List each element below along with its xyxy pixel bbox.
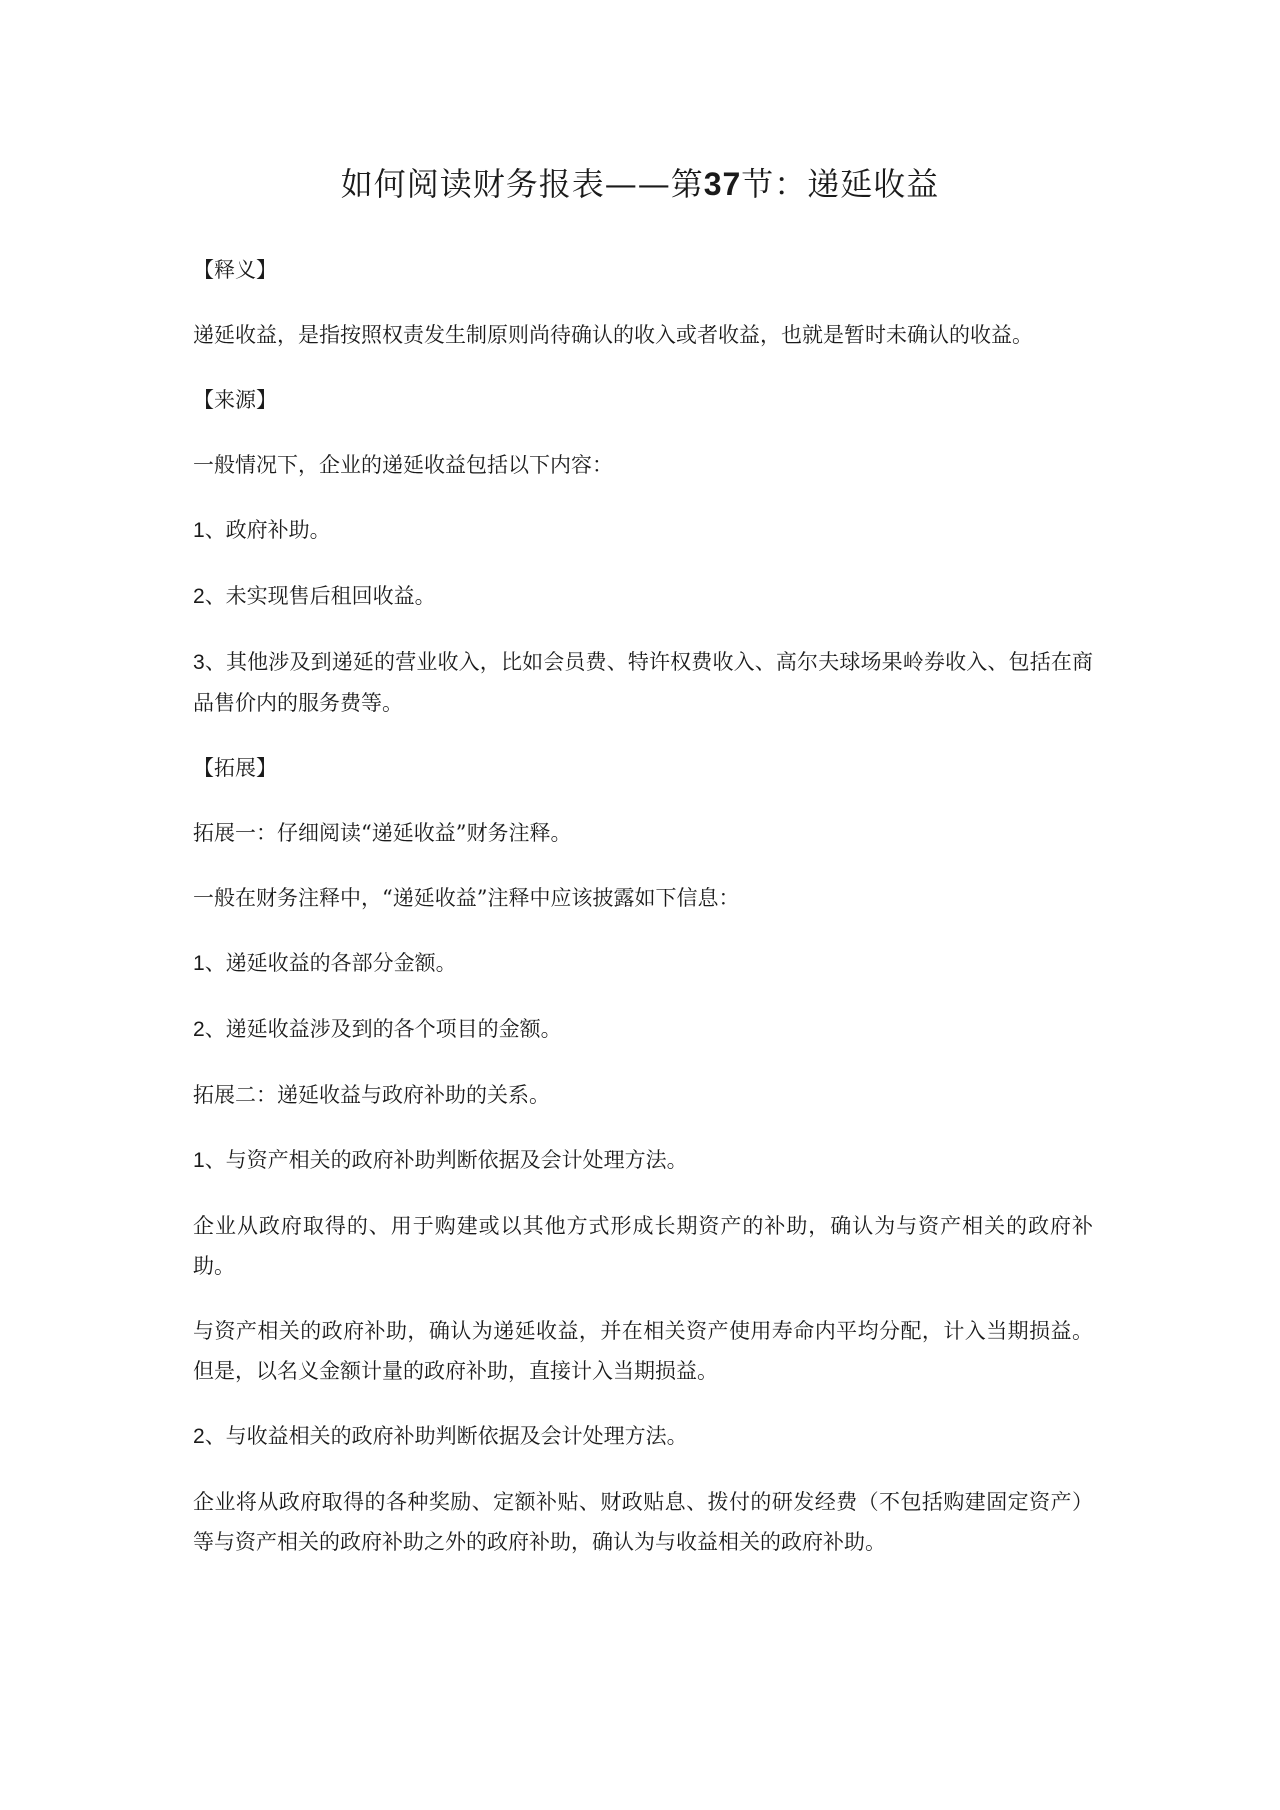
paragraph (193, 1482, 1093, 1562)
paragraph-text: 递延收益，是指按照权责发生制原则尚待确认的收入或者收益，也就是暂时未确认的收益。 (193, 323, 1033, 347)
title-prefix: 如何阅读财务报表——第 (340, 165, 704, 203)
list-number: 1 (193, 1149, 205, 1172)
list-number: 3 (193, 651, 205, 674)
paragraph (193, 1416, 1093, 1457)
paragraph (193, 642, 1093, 723)
document-title (0, 162, 1280, 206)
paragraph (193, 748, 1093, 788)
list-number: 1 (193, 519, 205, 542)
paragraph (193, 1009, 1093, 1050)
paragraph (193, 1140, 1093, 1181)
paragraph (193, 315, 1093, 355)
paragraph-text: 、政府补助。 (204, 518, 331, 542)
paragraph-text: 【释义】 (193, 258, 277, 282)
paragraph (193, 813, 1093, 853)
paragraph (193, 445, 1093, 485)
paragraph-text: 企业从政府取得的、用于购建或以其他方式形成长期资产的补助，确认为与资产相关的政府补助。 (193, 1214, 1093, 1278)
title-suffix: 节：递延收益 (741, 165, 940, 203)
list-number: 1 (193, 952, 205, 975)
paragraph-text: 、其他涉及到递延的营业收入，比如会员费、特许权费收入、高尔夫球场果岭券收入、包括在商品售价内的服务费等。 (193, 650, 1093, 715)
paragraph (193, 878, 1093, 918)
paragraph-text: 、未实现售后租回收益。 (204, 584, 436, 608)
paragraph-text: 、与收益相关的政府补助判断依据及会计处理方法。 (204, 1424, 688, 1448)
paragraph-text: 、与资产相关的政府补助判断依据及会计处理方法。 (204, 1148, 688, 1172)
paragraph (193, 250, 1093, 290)
paragraph-text: 、递延收益的各部分金额。 (204, 951, 457, 975)
paragraph-text: 【拓展】 (193, 756, 277, 780)
paragraph-text: 企业将从政府取得的各种奖励、定额补贴、财政贴息、拨付的研发经费（不包括购建固定资产）等与资产相关的政府补助之外的政府补助，确认为与收益相关的政府补助。 (193, 1490, 1093, 1554)
paragraph (193, 1311, 1093, 1391)
title-section-number: 37 (703, 166, 742, 202)
list-number: 2 (193, 1425, 205, 1448)
list-number: 2 (193, 585, 205, 608)
paragraph-text: 拓展二：递延收益与政府补助的关系。 (193, 1083, 550, 1107)
paragraph-text: 拓展一：仔细阅读“递延收益”财务注释。 (193, 821, 572, 845)
paragraph (193, 1206, 1093, 1286)
paragraph-text: 、递延收益涉及到的各个项目的金额。 (204, 1017, 562, 1041)
paragraph (193, 380, 1093, 420)
paragraph (193, 943, 1093, 984)
paragraph (193, 510, 1093, 551)
list-number: 2 (193, 1018, 205, 1041)
paragraph-text: 一般情况下，企业的递延收益包括以下内容： (193, 453, 613, 477)
paragraph-text: 与资产相关的政府补助，确认为递延收益，并在相关资产使用寿命内平均分配，计入当期损益。但是，以名义金额计量的政府补助，直接计入当期损益。 (193, 1319, 1093, 1383)
paragraph (193, 576, 1093, 617)
paragraph-text: 【来源】 (193, 388, 277, 412)
paragraph-text: 一般在财务注释中，“递延收益”注释中应该披露如下信息： (193, 886, 740, 910)
paragraph (193, 1075, 1093, 1115)
